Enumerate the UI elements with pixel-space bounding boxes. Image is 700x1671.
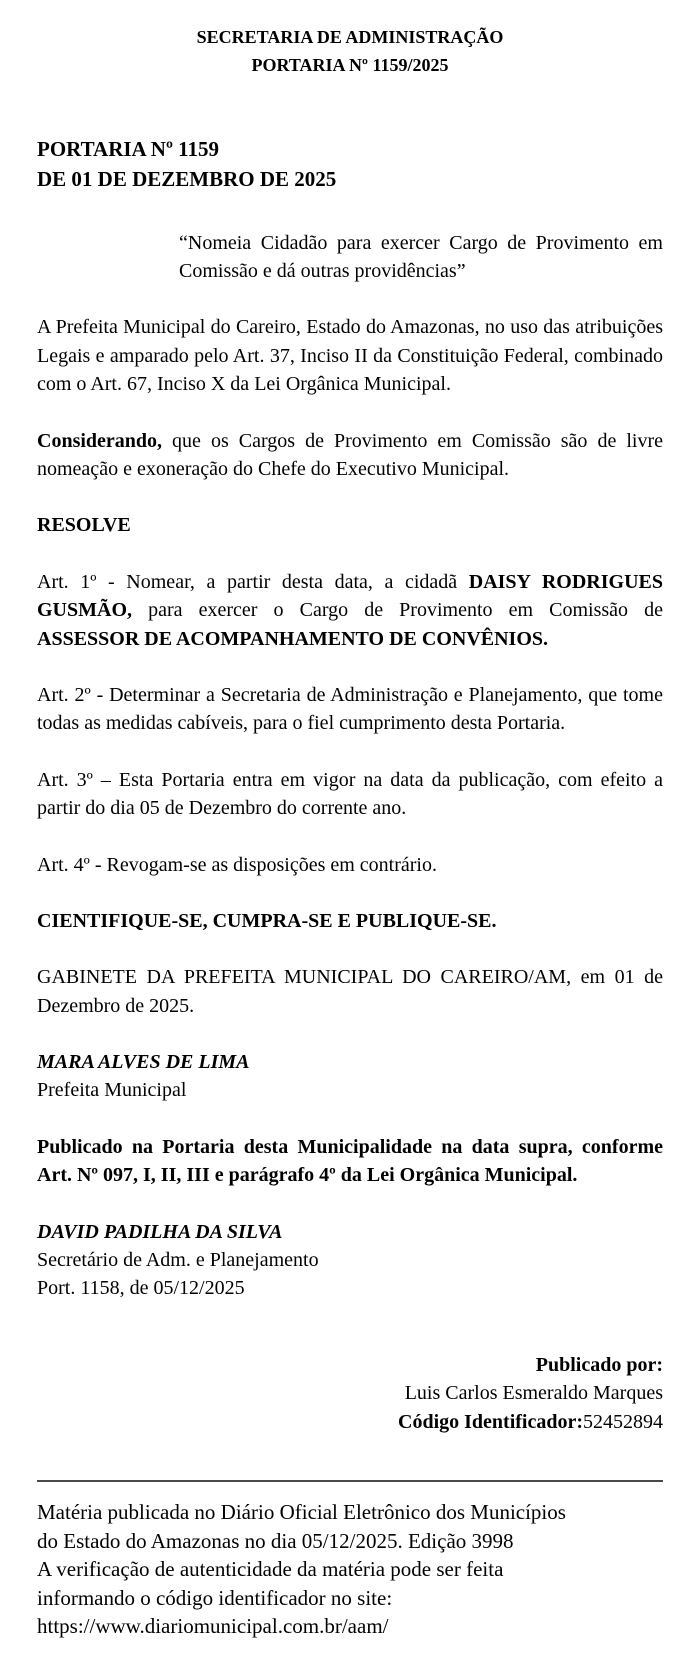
mayor-signature-block (37, 1048, 663, 1105)
secretary-name: DAVID PADILHA DA SILVA (37, 1220, 283, 1243)
document-header (37, 24, 663, 80)
published-by-name: Luis Carlos Esmeraldo Marques (404, 1382, 663, 1405)
title-date: DE 01 DE DEZEMBRO DE 2025 (37, 167, 337, 192)
resolve-heading: RESOLVE (37, 514, 131, 537)
footer-url: https://www.diariomunicipal.com.br/aam/ (37, 1614, 389, 1639)
epigraph-quote: “Nomeia Cidadão para exercer Cargo de Provimento em Comissão e dá outras providências” (179, 231, 663, 283)
published-by-block (37, 1351, 663, 1436)
publication-note: Publicado na Portaria desta Municipalidade na data supra, conforme Art. Nº 097, I, II, III e parágrafo 4º da Lei Orgânica Municipal. (37, 1135, 663, 1187)
header-portaria-number: PORTARIA Nº 1159/2025 (251, 54, 449, 75)
mayor-name: MARA ALVES DE LIMA (37, 1051, 250, 1074)
title-portaria-number: PORTARIA Nº 1159 (37, 136, 219, 161)
identifier-code-label: Código Identificador: (398, 1410, 583, 1433)
paragraph-art-4: Art. 4º - Revogam-se as disposições em contrário. (37, 853, 437, 876)
paragraph-art-3: Art. 3º – Esta Portaria entra em vigor na data da publicação, com efeito a partir do dia 05 de Dezembro do corrente ano. (37, 768, 663, 820)
document-title (37, 134, 663, 195)
gazette-footer (37, 1498, 663, 1641)
paragraph-art-2: Art. 2º - Determinar a Secretaria de Administração e Planejamento, que tome todas as medidas cabíveis, para o fiel cumprimento desta Portaria. (37, 683, 663, 735)
secretary-role: Secretário de Adm. e Planejamento (37, 1249, 319, 1272)
paragraph-gabinete: GABINETE DA PREFEITA MUNICIPAL DO CAREIRO/AM, em 01 de Dezembro de 2025. (37, 966, 663, 1017)
cientifique-heading: CIENTIFIQUE-SE, CUMPRA-SE E PUBLIQUE-SE. (37, 909, 497, 932)
secretary-portaria-ref: Port. 1158, de 05/12/2025 (37, 1277, 245, 1300)
footer-line-2: do Estado do Amazonas no dia 05/12/2025. Edição 3998 (37, 1528, 514, 1553)
footer-line-4: informando o código identificador no site: (37, 1585, 393, 1610)
paragraph-preamble: A Prefeita Municipal do Careiro, Estado do Amazonas, no uso das atribuições Legais e amparado pelo Art. 37, Inciso II da Constituição Federal, combinado com o Art. 67, Inciso X da Lei Orgânica Municipal. (37, 316, 663, 396)
secretary-signature-block (37, 1218, 663, 1303)
paragraph-art-1: Art. 1º - Nomear, a partir desta data, a cidadã DAISY RODRIGUES GUSMÃO, para exercer o Cargo de Provimento em Comissão de ASSESSOR DE ACOMPANHAMENTO DE CONVÊNIOS. (37, 570, 663, 650)
footer-line-1: Matéria publicada no Diário Oficial Eletrônico dos Municípios (37, 1499, 566, 1524)
footer-divider (37, 1480, 663, 1482)
mayor-role: Prefeita Municipal (37, 1079, 187, 1102)
paragraph-considerando: Considerando, que os Cargos de Provimento em Comissão são de livre nomeação e exoneração do Chefe do Executivo Municipal. (37, 429, 663, 480)
published-by-label: Publicado por: (535, 1353, 663, 1376)
identifier-code-value: 52452894 (583, 1410, 663, 1433)
footer-line-3: A verificação de autenticidade da matéria pode ser feita (37, 1557, 504, 1582)
identifier-code-line (37, 1408, 663, 1436)
header-secretariat: SECRETARIA DE ADMINISTRAÇÃO (196, 27, 504, 47)
